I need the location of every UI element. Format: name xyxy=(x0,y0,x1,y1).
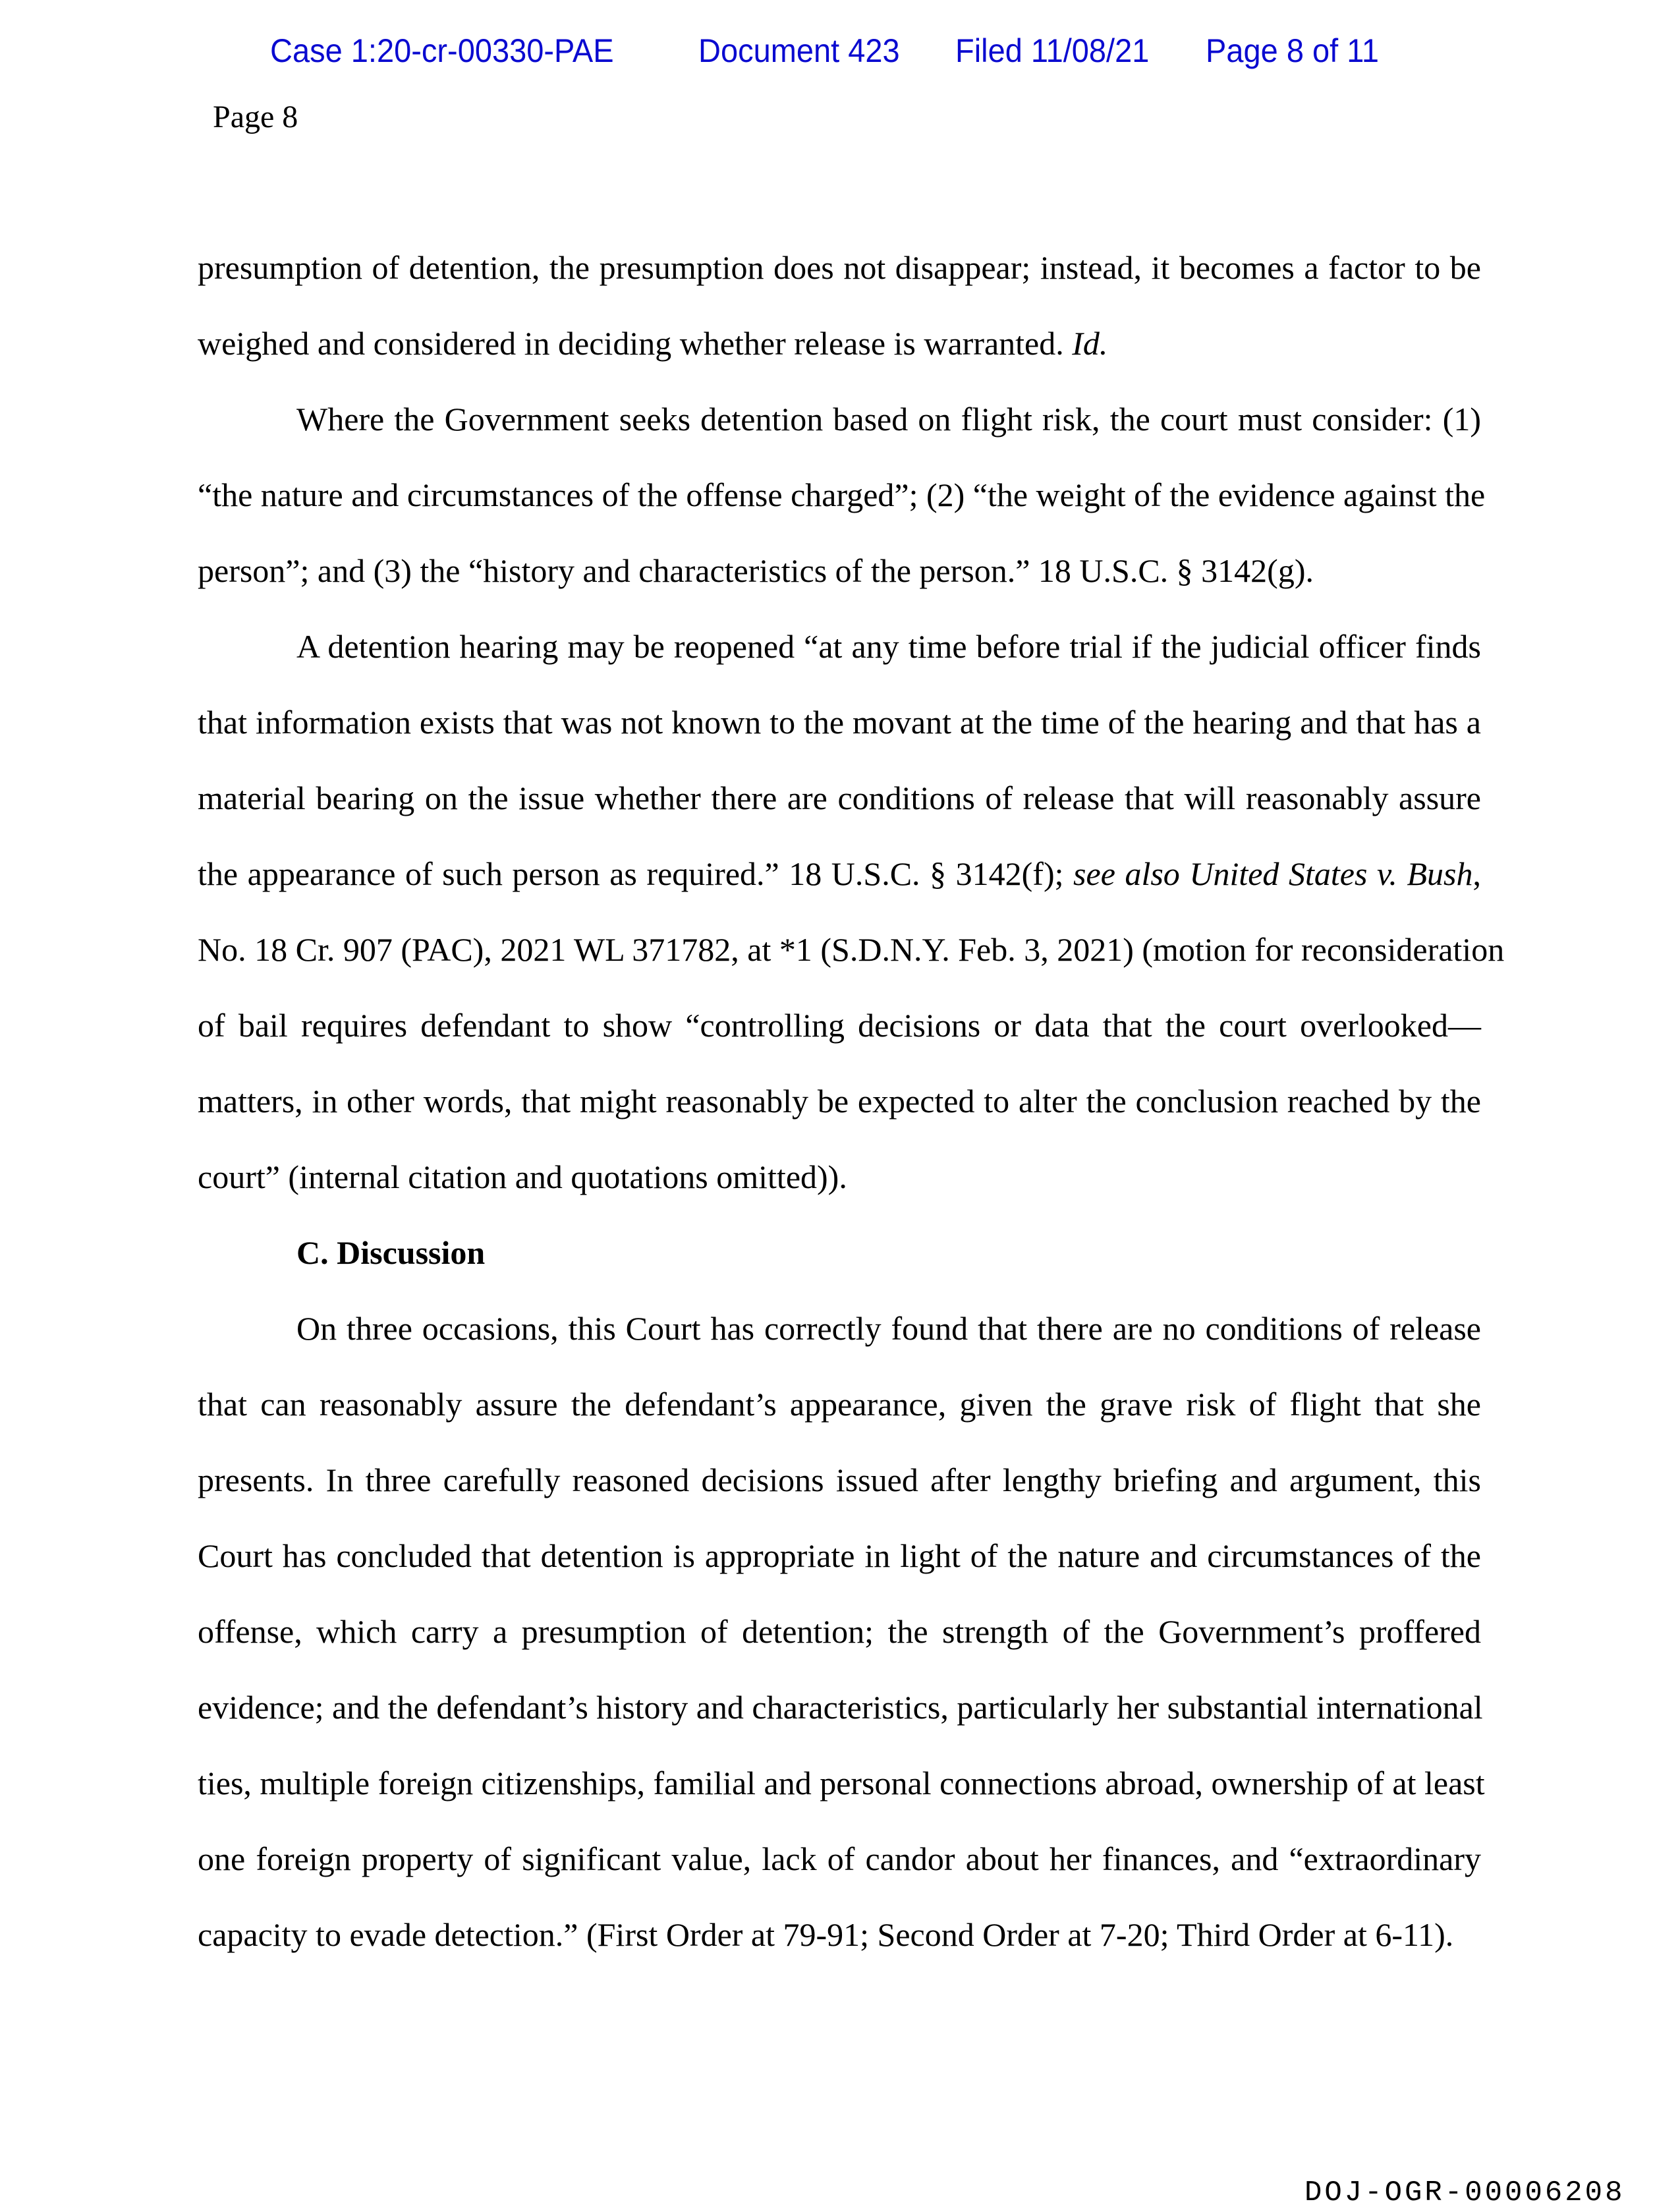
body-line: Court has concluded that detention is appropriate in light of the nature and circumstances of the xyxy=(198,1537,1481,1574)
body-line: that information exists that was not known to the movant at the time of the hearing and that has a xyxy=(198,704,1481,741)
body-line: “the nature and circumstances of the offense charged”; (2) “the weight of the evidence against the xyxy=(198,476,1486,513)
body-line: presumption of detention, the presumption does not disappear; instead, it becomes a factor to be xyxy=(198,249,1481,286)
case-citation: see also United States v. Bush xyxy=(1073,855,1473,892)
body-line xyxy=(198,854,1481,893)
filed-date: Filed 11/08/21 xyxy=(955,32,1150,69)
body-line: of bail requires defendant to show “controlling decisions or data that the court overlooked— xyxy=(198,1007,1481,1044)
body-line: No. 18 Cr. 907 (PAC), 2021 WL 371782, at *1 (S.D.N.Y. Feb. 3, 2021) (motion for reconsideration xyxy=(198,931,1505,968)
running-page-header: Page 8 xyxy=(213,99,298,134)
body-line: On three occasions, this Court has correctly found that there are no conditions of release xyxy=(296,1310,1481,1347)
punctuation: , xyxy=(1472,855,1481,892)
body-line: Where the Government seeks detention based on flight risk, the court must consider: (1) xyxy=(296,401,1481,438)
section-heading: C. Discussion xyxy=(296,1234,486,1271)
body-line: presents. In three carefully reasoned decisions issued after lengthy briefing and argument, this xyxy=(198,1461,1481,1498)
body-line xyxy=(198,324,1481,363)
body-line: capacity to evade detection.” (First Order at 79-91; Second Order at 7-20; Third Order at 6-11). xyxy=(198,1916,1454,1953)
document-number: Document 423 xyxy=(698,32,900,69)
body-line: court” (internal citation and quotations omitted)). xyxy=(198,1158,847,1195)
body-line: material bearing on the issue whether there are conditions of release that will reasonably assure xyxy=(198,780,1481,816)
body-line: matters, in other words, that might reasonably be expected to alter the conclusion reached by the xyxy=(198,1083,1481,1120)
bates-number: DOJ-OGR-00006208 xyxy=(1304,2176,1625,2209)
body-text: weighed and considered in deciding whether release is warranted. xyxy=(198,325,1073,362)
id-citation: Id. xyxy=(1072,325,1108,362)
case-number: Case 1:20-cr-00330-PAE xyxy=(270,32,614,69)
ecf-filing-stamp xyxy=(270,31,1403,71)
body-line: offense, which carry a presumption of detention; the strength of the Government’s proffered xyxy=(198,1613,1481,1650)
body-line: person”; and (3) the “history and characteristics of the person.” 18 U.S.C. § 3142(g). xyxy=(198,552,1314,589)
page-count: Page 8 of 11 xyxy=(1206,32,1380,69)
body-line: that can reasonably assure the defendant’s appearance, given the grave risk of flight that she xyxy=(198,1386,1481,1423)
body-line: A detention hearing may be reopened “at any time before trial if the judicial officer finds xyxy=(296,628,1481,665)
body-text: the appearance of such person as required.” 18 U.S.C. § 3142(f); xyxy=(198,855,1074,892)
body-line: evidence; and the defendant’s history and characteristics, particularly her substantial international xyxy=(198,1689,1483,1726)
body-line: one foreign property of significant value, lack of candor about her finances, and “extraordinary xyxy=(198,1840,1481,1877)
body-line: ties, multiple foreign citizenships, familial and personal connections abroad, ownership of at least xyxy=(198,1765,1485,1801)
